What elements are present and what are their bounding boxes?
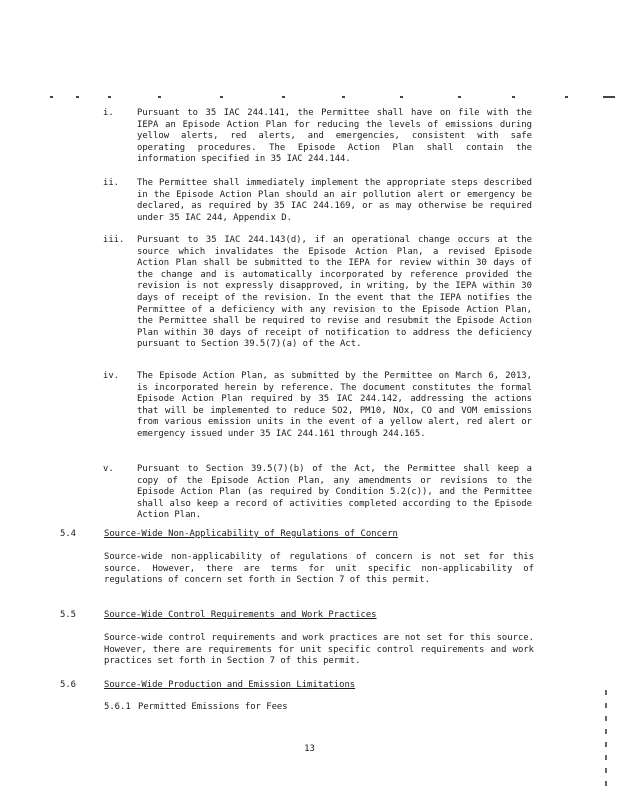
item-number: ii.	[103, 178, 120, 188]
header-dotted-rule	[50, 96, 610, 98]
item-number: iii.	[103, 235, 125, 245]
section-number: 5.5	[60, 610, 77, 620]
page-number: 13	[304, 744, 315, 754]
scan-edge-mark	[605, 768, 607, 773]
subsection-title: Permitted Emissions for Fees	[138, 702, 288, 712]
scan-edge-mark	[605, 690, 607, 695]
scan-edge-mark	[605, 781, 607, 786]
section-number: 5.6	[60, 680, 77, 690]
scan-edge-mark	[605, 742, 607, 747]
scan-edge-mark	[605, 755, 607, 760]
section-title: Source-Wide Control Requirements and Work Practices	[104, 610, 377, 620]
section-5-4-text: Source-wide non-applicability of regulations of concern is not set for this source. However, there are terms for unit specific non-applicability of regulations of concern set forth in Section 7 of this permit.	[104, 552, 534, 586]
item-text: Pursuant to 35 IAC 244.143(d), if an operational change occurs at the source which invalidates the Episode Action Plan, a revised Episode Action Plan shall be submitted to the IEPA for review within 30 days of the change and is automatically incorporated by reference provided the revision is not expressly disapproved, in writing, by the IEPA within 30 days of receipt of the revision. In the event that the IEPA notifies the Permittee of a deficiency with any revision to the Episode Action Plan, the Permittee shall be required to revise and resubmit the Episode Action Plan within 30 days of receipt of notification to address the deficiency pursuant to Section 39.5(7)(a) of the Act.	[137, 235, 532, 350]
item-text: The Permittee shall immediately implement the appropriate steps described in the Episode Action Plan should an air pollution alert or emergency be declared, as required by 35 IAC 244.169, or as may otherwise be required under 35 IAC 244, Appendix D.	[137, 178, 532, 223]
item-number: i.	[103, 108, 114, 118]
header-rule-end	[603, 96, 615, 98]
scan-edge-mark	[605, 703, 607, 708]
section-title: Source-Wide Non-Applicability of Regulations of Concern	[104, 529, 398, 539]
item-number: v.	[103, 464, 114, 474]
section-5-5-text: Source-wide control requirements and work practices are not set for this source. However, there are requirements for unit specific control requirements and work practices set forth in Section 7 of this permit.	[104, 633, 534, 667]
item-text: Pursuant to 35 IAC 244.141, the Permittee shall have on file with the IEPA an Episode Action Plan for reducing the levels of emissions during yellow alerts, red alerts, and emergencies, consistent with safe operating procedures. The Episode Action Plan shall contain the information specified in 35 IAC 244.144.	[137, 108, 532, 165]
item-text: The Episode Action Plan, as submitted by the Permittee on March 6, 2013, is incorporated herein by reference. The document constitutes the formal Episode Action Plan required by 35 IAC 244.142, addressing the actions that will be implemented to reduce SO2, PM10, NOx, CO and VOM emissions from various emission units in the event of a yellow alert, red alert or emergency issued under 35 IAC 244.161 through 244.165.	[137, 371, 532, 439]
subsection-5-6-1	[104, 702, 288, 714]
subsection-number: 5.6.1	[104, 702, 131, 712]
section-number: 5.4	[60, 529, 77, 539]
scan-edge-mark	[605, 716, 607, 721]
item-text: Pursuant to Section 39.5(7)(b) of the Act, the Permittee shall keep a copy of the Episode Action Plan, any amendments or revisions to the Episode Action Plan (as required by Condition 5.2(c)), and the Permittee shall also keep a record of activities completed according to the Episode Action Plan.	[137, 464, 532, 521]
item-number: iv.	[103, 371, 120, 381]
scan-edge-mark	[605, 729, 607, 734]
section-title: Source-Wide Production and Emission Limitations	[104, 680, 356, 690]
